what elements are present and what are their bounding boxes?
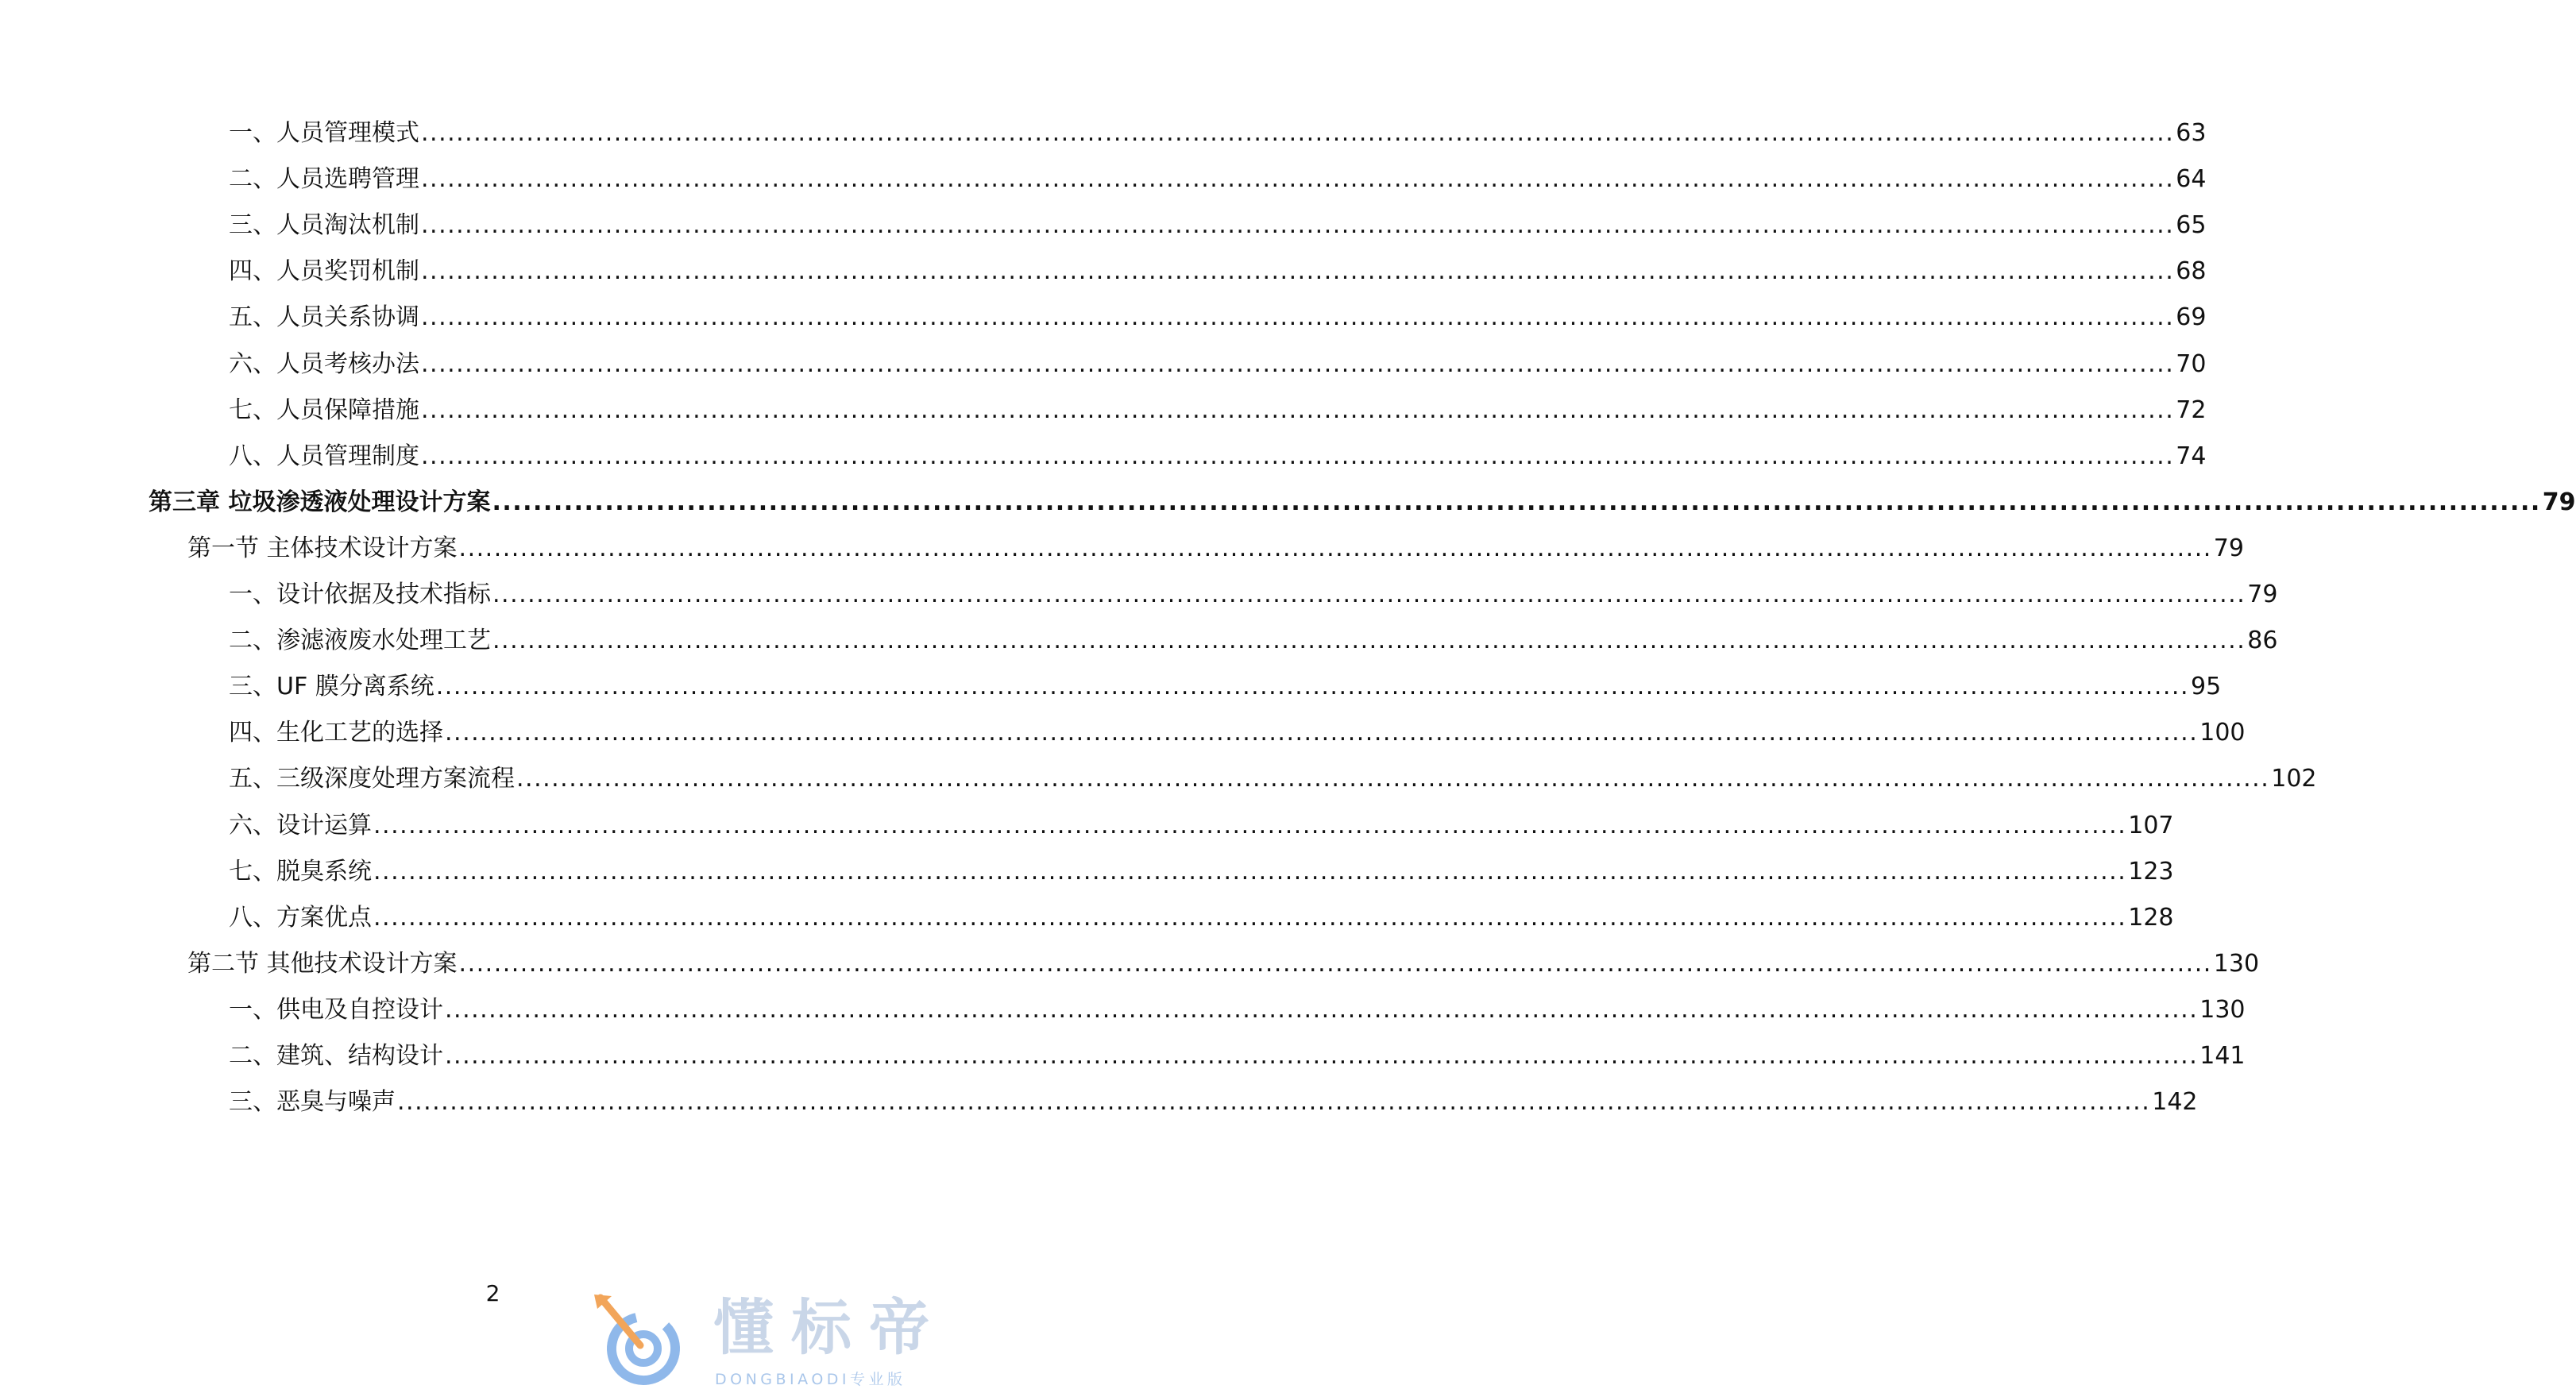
- toc-entry-title: 四、人员奖罚机制: [229, 257, 419, 285]
- toc-entry-page-number: 69: [2176, 303, 2207, 331]
- toc-dot-leader: ........................................................................................................................................................................................................: [421, 165, 2175, 193]
- toc-dot-leader: ........................................................................................................................................................................................................: [421, 442, 2175, 470]
- toc-entry-title: 一、供电及自控设计: [229, 996, 443, 1024]
- toc-dot-leader: ........................................................................................................................................................................................................: [445, 1042, 2199, 1070]
- target-arrow-icon: [588, 1291, 691, 1385]
- toc-dot-leader: ........................................................................................................................................................................................................: [421, 303, 2175, 331]
- toc-dot-leader: ........................................................................................................................................................................................................: [421, 350, 2175, 378]
- toc-entry-page-number: 142: [2152, 1088, 2198, 1116]
- toc-entry-page-number: 79: [2213, 534, 2244, 562]
- toc-entry-title: 二、建筑、结构设计: [229, 1042, 443, 1070]
- toc-entry-page-number: 65: [2176, 211, 2207, 239]
- toc-entry-title: 二、人员选聘管理: [229, 165, 419, 193]
- toc-entry-page-number: 107: [2128, 812, 2174, 839]
- toc-entry-title: 三、UF 膜分离系统: [229, 673, 434, 700]
- toc-dot-leader: ........................................................................................................................................................................................................: [421, 257, 2175, 285]
- toc-section-entry[interactable]: [187, 533, 2244, 565]
- toc-dot-leader: ........................................................................................................................................................................................................: [445, 719, 2199, 747]
- toc-entry-title: 二、渗滤液废水处理工艺: [229, 627, 491, 654]
- toc-entry-title: 六、设计运算: [229, 812, 372, 839]
- toc-item-entry[interactable]: [229, 118, 2207, 149]
- toc-entry-title: 七、脱臭系统: [229, 858, 372, 886]
- toc-item-entry[interactable]: [229, 810, 2174, 842]
- toc-entry-title: 六、人员考核办法: [229, 350, 419, 378]
- toc-entry-title: 七、人员保障措施: [229, 396, 419, 424]
- toc-item-entry[interactable]: [229, 395, 2207, 426]
- toc-entry-page-number: 74: [2176, 442, 2207, 470]
- toc-item-entry[interactable]: [229, 441, 2207, 473]
- toc-item-entry[interactable]: [229, 856, 2174, 888]
- toc-dot-leader: ........................................................................................................................................................................................................: [492, 488, 2541, 516]
- toc-entry-title: 第一节 主体技术设计方案: [187, 534, 458, 562]
- toc-entry-title: 八、人员管理制度: [229, 442, 419, 470]
- toc-dot-leader: ........................................................................................................................................................................................................: [458, 950, 2212, 978]
- watermark: [588, 1291, 969, 1388]
- toc-entry-page-number: 68: [2176, 257, 2207, 285]
- toc-dot-leader: ........................................................................................................................................................................................................: [445, 996, 2199, 1024]
- toc-item-entry[interactable]: [229, 302, 2207, 334]
- toc-item-entry[interactable]: [229, 625, 2278, 657]
- toc-entry-page-number: 123: [2128, 858, 2174, 886]
- toc-dot-leader: ........................................................................................................................................................................................................: [458, 534, 2212, 562]
- toc-dot-leader: ........................................................................................................................................................................................................: [397, 1088, 2151, 1116]
- toc-dot-leader: ........................................................................................................................................................................................................: [421, 396, 2175, 424]
- toc-item-entry[interactable]: [229, 256, 2207, 287]
- watermark-brand-name: 懂标帝: [713, 1292, 947, 1363]
- toc-item-entry[interactable]: [229, 994, 2246, 1026]
- toc-entry-page-number: 102: [2271, 765, 2317, 793]
- toc-entry-page-number: 79: [2542, 488, 2576, 516]
- toc-entry-page-number: 63: [2176, 119, 2207, 147]
- toc-dot-leader: ........................................................................................................................................................................................................: [373, 858, 2127, 886]
- toc-dot-leader: ........................................................................................................................................................................................................: [373, 904, 2127, 932]
- toc-item-entry[interactable]: [229, 1040, 2246, 1072]
- toc-item-entry[interactable]: [229, 164, 2207, 195]
- toc-item-entry[interactable]: [229, 671, 2222, 703]
- toc-dot-leader: ........................................................................................................................................................................................................: [516, 765, 2270, 793]
- toc-dot-leader: ........................................................................................................................................................................................................: [435, 673, 2189, 700]
- toc-entry-page-number: 70: [2176, 350, 2207, 378]
- toc-entry-title: 八、方案优点: [229, 904, 372, 932]
- toc-dot-leader: ........................................................................................................................................................................................................: [421, 119, 2175, 147]
- page-number: 2: [485, 1280, 500, 1306]
- toc-item-entry[interactable]: [229, 763, 2317, 795]
- watermark-brand-subtitle: DONGBIAODI专业版: [715, 1371, 906, 1388]
- toc-entry-title: 一、人员管理模式: [229, 119, 419, 147]
- toc-section-entry[interactable]: [187, 948, 2260, 980]
- toc-dot-leader: ........................................................................................................................................................................................................: [492, 581, 2246, 608]
- toc-dot-leader: ........................................................................................................................................................................................................: [373, 812, 2127, 839]
- toc-chapter-entry[interactable]: [149, 487, 2576, 519]
- toc-entry-page-number: 130: [2213, 950, 2260, 978]
- toc-entry-page-number: 64: [2176, 165, 2207, 193]
- toc-dot-leader: ........................................................................................................................................................................................................: [421, 211, 2175, 239]
- toc-entry-title: 第二节 其他技术设计方案: [187, 950, 458, 978]
- toc-dot-leader: ........................................................................................................................................................................................................: [492, 627, 2246, 654]
- toc-entry-title: 四、生化工艺的选择: [229, 719, 443, 747]
- toc-entry-title: 三、恶臭与噪声: [229, 1088, 396, 1116]
- toc-item-entry[interactable]: [229, 210, 2207, 241]
- toc-entry-page-number: 95: [2190, 673, 2222, 700]
- toc-item-entry[interactable]: [229, 579, 2278, 611]
- toc-item-entry[interactable]: [229, 349, 2207, 380]
- toc-item-entry[interactable]: [229, 902, 2174, 934]
- toc-entry-page-number: 72: [2176, 396, 2207, 424]
- toc-entry-page-number: 100: [2199, 719, 2246, 747]
- toc-entry-title: 五、三级深度处理方案流程: [229, 765, 515, 793]
- toc-entry-page-number: 79: [2247, 581, 2278, 608]
- toc-entry-page-number: 141: [2199, 1042, 2246, 1070]
- toc-item-entry[interactable]: [229, 1086, 2198, 1118]
- toc-entry-title: 五、人员关系协调: [229, 303, 419, 331]
- toc-entry-title: 第三章 垃圾渗透液处理设计方案: [149, 488, 491, 516]
- toc-entry-page-number: 86: [2247, 627, 2278, 654]
- toc-item-entry[interactable]: [229, 717, 2246, 749]
- toc-entry-page-number: 130: [2199, 996, 2246, 1024]
- toc-entry-title: 一、设计依据及技术指标: [229, 581, 491, 608]
- toc-entry-page-number: 128: [2128, 904, 2174, 932]
- toc-entry-title: 三、人员淘汰机制: [229, 211, 419, 239]
